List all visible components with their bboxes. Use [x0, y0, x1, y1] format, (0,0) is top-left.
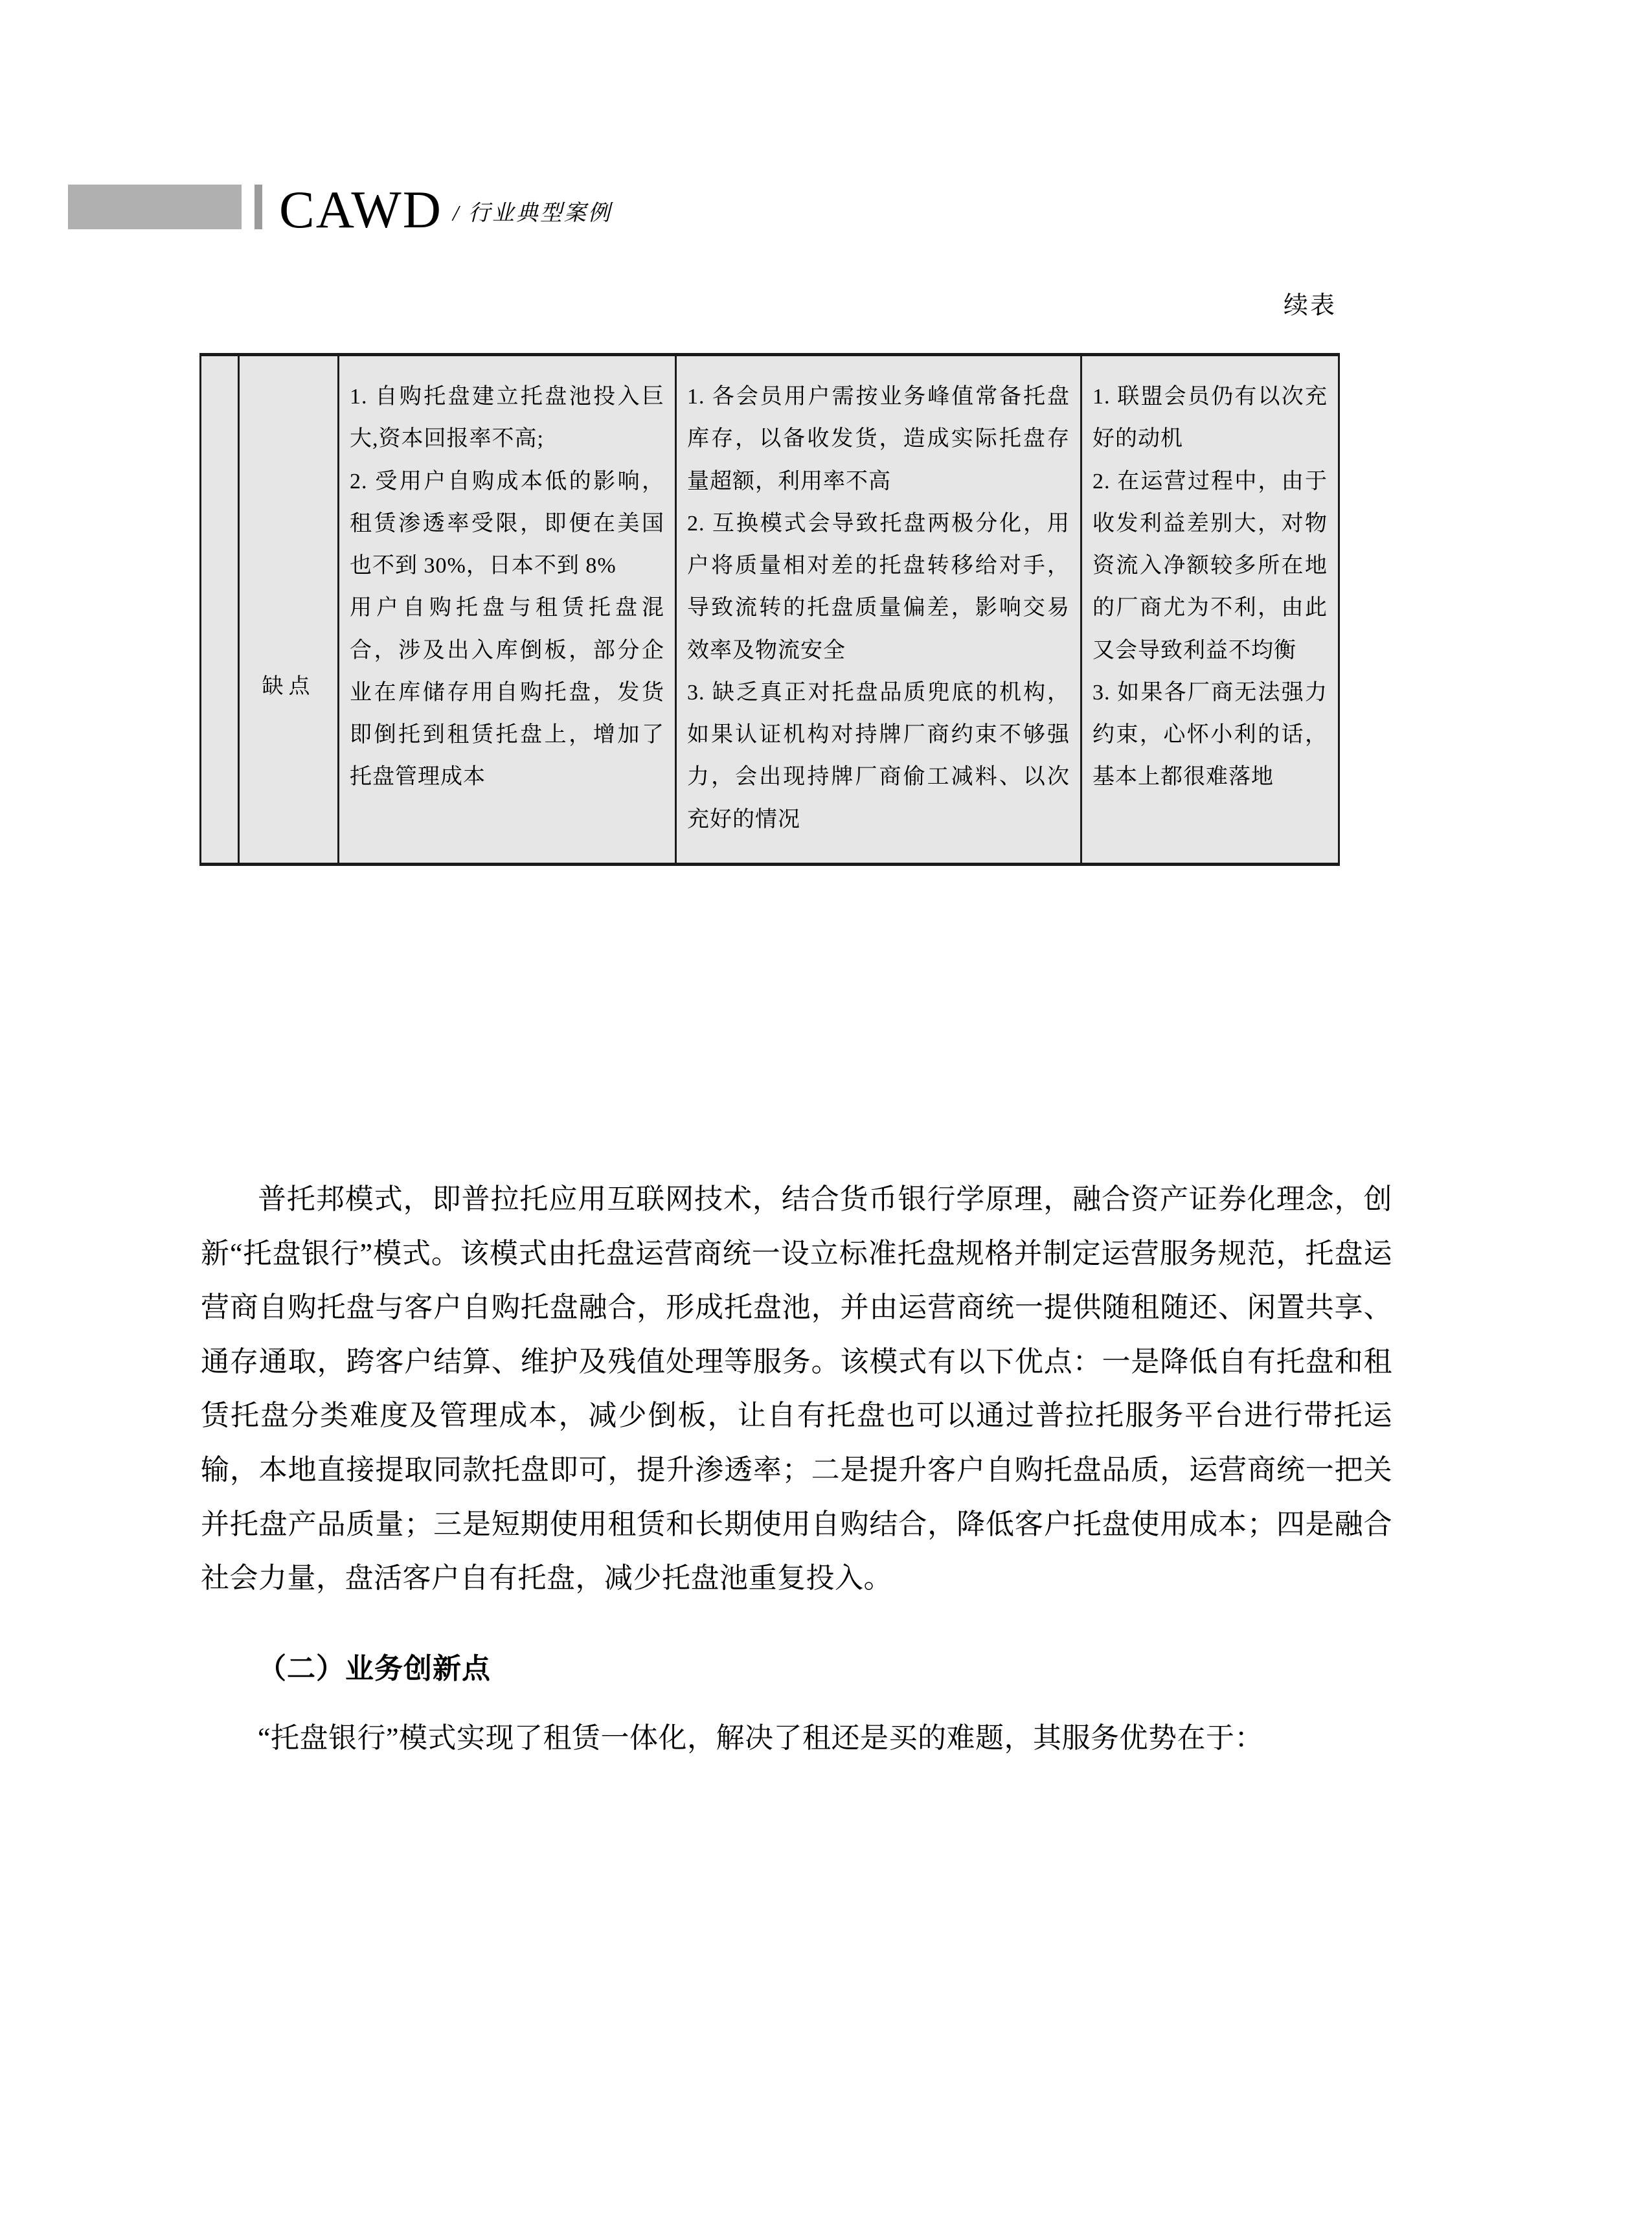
cell-line: 用户自购托盘与租赁托盘混合，涉及出入库倒板，部分企业在库储存用自购托盘，发货即倒托到租赁托盘上，增加了托盘管理成本: [350, 596, 664, 789]
body-content: [201, 1172, 1392, 1769]
brand-title: CAWD: [279, 180, 442, 240]
table-cell-alliance: [1081, 355, 1339, 865]
paragraph-putuobang-model: 普托邦模式，即普拉托应用互联网技术，结合货币银行学原理，融合资产证券化理念，创新“托盘银行”模式。该模式由托盘运营商统一设立标准托盘规格并制定运营服务规范，托盘运营商自购托盘与客户自购托盘融合，形成托盘池，并由运营商统一提供随租随还、闲置共享、通存通取，跨客户结算、维护及残值处理等服务。该模式有以下优点：一是降低自有托盘和租赁托盘分类难度及管理成本，减少倒板，让自有托盘也可以通过普拉托服务平台进行带托运输，本地直接提取同款托盘即可，提升渗透率；二是提升客户自购托盘品质，运营商统一把关并托盘产品质量；三是短期使用租赁和长期使用自购结合，降低客户托盘使用成本；四是融合社会力量，盘活客户自有托盘，减少托盘池重复投入。: [201, 1183, 1392, 1595]
header-gray-block: [68, 185, 242, 229]
section-heading-business-innovation: （二）业务创新点: [258, 1652, 491, 1685]
header-divider-bar: [255, 185, 262, 229]
cell-line: 3. 如果各厂商无法强力约束，心怀小利的话，基本上都很难落地: [1092, 680, 1328, 789]
paragraph-pallet-bank-advantages: “托盘银行”模式实现了租赁一体化，解决了租还是买的难题，其服务优势在于：: [258, 1722, 1264, 1755]
table-cell-exchange-mode: [676, 355, 1081, 865]
brand-subtitle: / 行业典型案例: [452, 201, 612, 225]
comparison-table-wrapper: [199, 353, 1338, 866]
cell-line: 1. 自购托盘建立托盘池投入巨大,资本回报率不高;: [350, 385, 664, 451]
cell-line: 1. 各会员用户需按业务峰值常备托盘库存，以备收发货，造成实际托盘存量超额，利用率不高: [687, 385, 1070, 494]
table-continued-caption: 续表: [1283, 292, 1337, 319]
page-header: [68, 158, 612, 240]
cell-line: 2. 互换模式会导致托盘两极分化，用户将质量相对差的托盘转移给对手，导致流转的托盘质量偏差，影响交易效率及物流安全: [687, 511, 1070, 663]
table-cell-spacer: [201, 355, 239, 865]
cell-line: 3. 缺乏真正对托盘品质兜底的机构，如果认证机构对持牌厂商约束不够强力，会出现持牌厂商偷工减料、以次充好的情况: [687, 680, 1070, 832]
cell-line: 2. 在运营过程中，由于收发利益差别大，对物资流入净额较多所在地的厂商尤为不利，由此又会导致利益不均衡: [1092, 469, 1328, 663]
table-row: [201, 355, 1339, 865]
cell-line: 2. 受用户自购成本低的影响，租赁渗透率受限，即便在美国也不到 30%，日本不到 8%: [350, 469, 664, 578]
table-row-label: 缺点: [239, 355, 339, 865]
cell-line: 1. 联盟会员仍有以次充好的动机: [1092, 385, 1328, 451]
comparison-table: [199, 353, 1340, 866]
table-cell-self-purchase: [339, 355, 676, 865]
